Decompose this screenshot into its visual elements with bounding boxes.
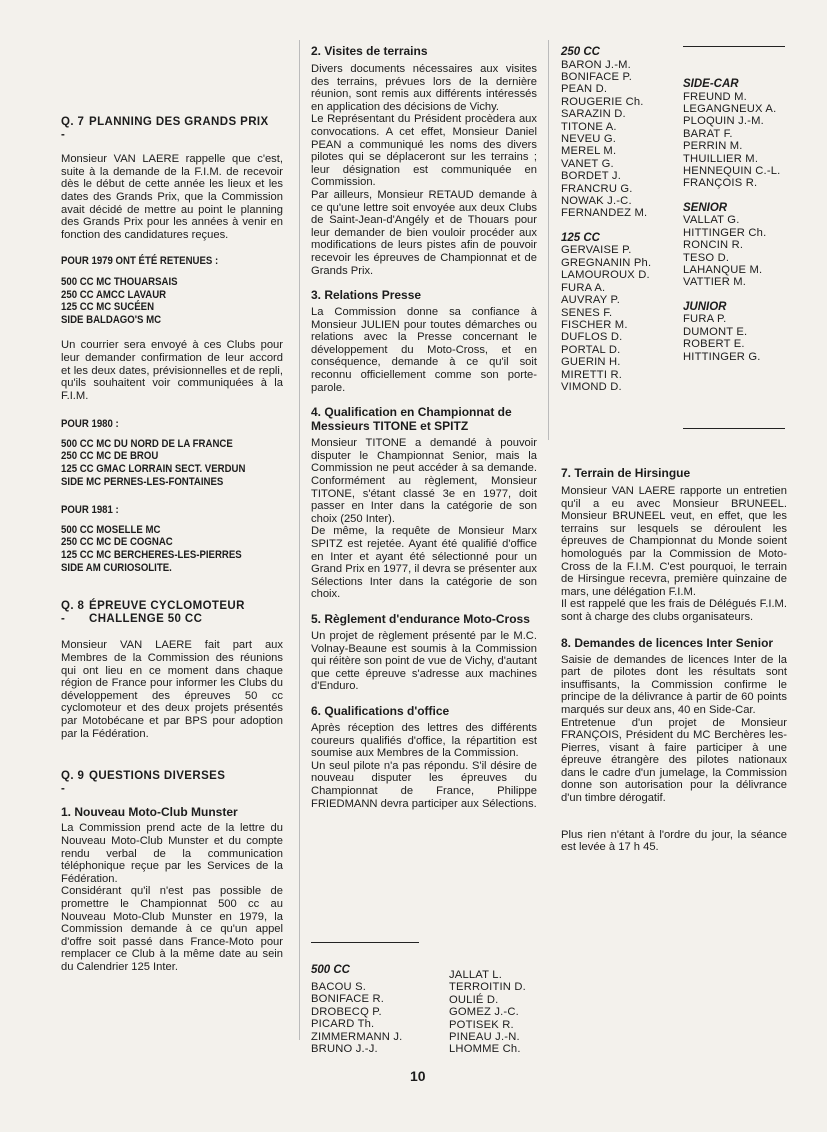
s2-para1: Divers documents nécessaires aux visites des terrains, prévues lors de la dernière réunion, sont remis aux différents intéressés en application des décisions de Vichy. <box>311 63 537 113</box>
cat-250cc: 250 CC <box>561 46 600 58</box>
rider-name: HENNEQUIN C.-L. <box>683 165 781 178</box>
rider-name: RONCIN R. <box>683 239 744 252</box>
cat-500cc: 500 CC <box>311 964 350 976</box>
y1981-item: 500 CC MOSELLE MC <box>61 523 161 536</box>
y1981-item: 125 CC MC BERCHERES-LES-PIERRES <box>61 549 242 562</box>
rider-name: FURA P. <box>683 313 727 326</box>
rider-name: PICARD Th. <box>311 1018 375 1031</box>
cat-junior: JUNIOR <box>683 300 727 313</box>
list-250cc-names <box>561 59 681 220</box>
left-column <box>61 116 283 973</box>
list-other-categories <box>683 78 803 363</box>
rider-name: MIRETTI R. <box>561 368 623 381</box>
q7-text: Monsieur VAN LAERE rappelle que c'est, suite à la demande de la F.I.M. de recevoir dès le début de cette année les lieux et les dates des Grands Prix, que la Commission avait décidé de mettre au point le planning des Grands Prix pour les années à venir en fonction des candidatures reçues. <box>61 153 283 241</box>
rider-name: TESO D. <box>683 251 730 264</box>
rider-name: PERRIN M. <box>683 140 743 153</box>
y1980-item: SIDE MC PERNES-LES-FONTAINES <box>61 475 224 488</box>
y1979-item: 500 CC MC THOUARSAIS <box>61 275 178 288</box>
closing-text: Plus rien n'étant à l'ordre du jour, la séance est levée à 17 h 45. <box>561 828 787 854</box>
rider-name: NOWAK J.-C. <box>561 195 632 208</box>
rider-name: SENES F. <box>561 306 613 319</box>
s7-para1: Monsieur VAN LAERE rapporte un entretien qu'il a eu avec Monsieur BRUNEEL. Monsieur BRUNEEL veut, en effet, que les terrains sur lesquels se déroulent les épreuves de Championnat du Monde soient homologués par la Commission de Moto-Cross de la F.I.M. C'est pourquoi, le terrain de Hirsingue recevra, première quinzaine de mars, une délégation F.I.M. <box>561 485 787 598</box>
y1980-list <box>61 438 283 488</box>
rider-name: GUERIN H. <box>561 356 621 369</box>
s7-para2: Il est rappelé que les frais de Délégués F.I.M. sont à charge des clubs organisateurs. <box>561 598 787 623</box>
rider-name: BARON J.-M. <box>561 58 631 71</box>
rider-name: ROUGERIE Ch. <box>561 95 644 108</box>
rider-name: FRANCRU G. <box>561 182 633 195</box>
rider-name: PLOQUIN J.-M. <box>683 115 764 128</box>
rider-name: GREGNANIN Ph. <box>561 256 652 269</box>
y1980-item: 500 CC MC DU NORD DE LA FRANCE <box>61 437 233 450</box>
rider-name: HITTINGER G. <box>683 350 761 363</box>
s3-para1: La Commission donne sa confiance à Monsieur JULIEN pour toutes démarches ou relations avec la Presse concernant le développement du Moto-Cross, et en conséquence, demande à ce qu'il soit reconnu officiellement comme son porte-parole. <box>311 306 537 394</box>
rider-name: GERVAISE P. <box>561 244 632 257</box>
s4-title-line2: Messieurs TITONE et SPITZ <box>311 419 469 434</box>
s6-para1: Après réception des lettres des différents coureurs qualifiés d'office, la répartition est soumise aux Membres de la Commission. <box>311 721 537 760</box>
q8-heading: Q. 8 - ÉPREUVE CYCLOMOTEUR CHALLENGE 50 CC <box>61 600 245 625</box>
q9-heading: Q. 9 - QUESTIONS DIVERSES <box>61 770 226 795</box>
rider-name: FREUND M. <box>683 90 747 103</box>
rider-name: FURA A. <box>561 281 606 294</box>
rider-name: THUILLIER M. <box>683 152 759 165</box>
q8-text: Monsieur VAN LAERE fait part aux Membres de la Commission des réunions qui ont lieu en ce moment dans chaque région de France pour informer les Clubs du développement des épreuves 50 cc cyclomoteur et des deux projets présentés par Motobécane et par BPS pour adoption par la Fédération. <box>61 639 283 740</box>
rider-name: FISCHER M. <box>561 318 628 331</box>
courrier-text: Un courrier sera envoyé à ces Clubs pour leur demander confirmation de leur accord et les deux dates, prévisionnelles et de repli, qu'ils souhaitent voir communiquées à la F.I.M. <box>61 339 283 402</box>
s1-para1: La Commission prend acte de la lettre du Nouveau Moto-Club Munster et du compte rendu verbal de la communication téléphonique reçue par les Services de la Fédération. <box>61 822 283 885</box>
s8-para1: Saisie de demandes de licences Inter de la part de pilotes dont les résultats sont insuffisants, la Commission confirme le principe de la délivrance à partir de 60 points marqués sur deux ans, 40 en Side-Car. <box>561 653 787 716</box>
cat-sidecar: SIDE-CAR <box>683 78 739 90</box>
rider-name: VIMOND D. <box>561 380 622 393</box>
y1979-heading: POUR 1979 ONT ÉTÉ RETENUES : <box>61 255 219 268</box>
rider-name: DUFLOS D. <box>561 331 623 344</box>
rider-name: LEGANGNEUX A. <box>683 103 777 115</box>
rider-name: HITTINGER Ch. <box>683 226 767 239</box>
rider-name: LHOMME Ch. <box>449 1043 521 1056</box>
list-senior-names <box>683 214 803 288</box>
rider-name: VALLAT G. <box>683 214 740 227</box>
rider-name: LAMOUROUX D. <box>561 269 650 282</box>
rider-name: LAHANQUE M. <box>683 264 763 277</box>
list-500cc-a <box>311 981 402 1055</box>
rider-name: SARAZIN D. <box>561 108 626 121</box>
rider-name: VATTIER M. <box>683 276 747 289</box>
page-number: 10 <box>410 1068 426 1084</box>
rider-name: ZIMMERMANN J. <box>311 1030 403 1043</box>
rider-name: VANET G. <box>561 157 614 170</box>
column-divider-left <box>299 40 300 1040</box>
cat-125cc: 125 CC <box>561 231 600 244</box>
y1979-item: 125 CC MC SUCÉEN <box>61 301 155 314</box>
list-sidecar-names <box>683 91 803 190</box>
list-250cc <box>561 46 681 393</box>
rule-after-lists <box>683 428 785 429</box>
rider-name: BRUNO J.-J. <box>311 1043 378 1056</box>
list-125cc-names <box>561 244 681 393</box>
rider-name: OULIÉ D. <box>449 993 499 1006</box>
s1-title: 1. Nouveau Moto-Club Munster <box>61 805 238 820</box>
rider-name: BORDET J. <box>561 170 622 183</box>
rider-name: TITONE A. <box>561 120 617 133</box>
s8-para2: Entretenue d'un projet de Monsieur FRANÇOIS, Président du MC Berchères les-Pierres, visant à faire participer à une épreuve étrangère des pilotes nationaux dans le cadre d'un jumelage, la Commission donne son autorisation pour la délivrance d'un timbre dérogatif. <box>561 716 787 805</box>
y1980-item: 125 CC GMAC LORRAIN SECT. VERDUN <box>61 463 246 476</box>
rider-name: NEVEU G. <box>561 133 617 146</box>
rule-500cc <box>311 942 419 943</box>
s2-title: 2. Visites de terrains <box>311 44 428 58</box>
s2-para3: Par ailleurs, Monsieur RETAUD demande à ce qu'une lettre soit envoyée aux deux Clubs de Saint-Jean-d'Angély et de Thouars pour leur demander de bien vouloir procéder aux modifications de leurs pistes afin de pouvoir recevoir les épreuves de Championnat et de Grands Prix. <box>311 188 537 277</box>
rider-name: DROBECQ P. <box>311 1005 382 1018</box>
rider-name: PEAN D. <box>561 83 608 96</box>
s5-para1: Un projet de règlement présenté par le M.C. Volnay-Beaune est soumis à la Commission qui réitère son point de vue de Vichy, d'autant que cette épreuve s'adresse aux machines d'Enduro. <box>311 629 537 693</box>
y1979-item: 250 CC AMCC LAVAUR <box>61 288 167 301</box>
rider-name: TERROITIN D. <box>449 981 526 994</box>
rider-name: BARAT F. <box>683 127 733 140</box>
s4-title-line1: 4. Qualification en Championnat de <box>311 405 512 420</box>
list-500cc <box>311 964 537 1056</box>
s4-para2: De même, la requête de Monsieur Marx SPITZ est rejetée. Ayant été qualifié d'office en Inter et ayant été sélectionné pour un Grand Prix en 1977, il devra se présenter aux Sélections Inter dans la catégorie de son choix. <box>311 525 537 601</box>
list-junior-names <box>683 313 803 363</box>
rider-name: ROBERT E. <box>683 338 745 351</box>
s5-title: 5. Règlement d'endurance Moto-Cross <box>311 611 530 626</box>
rider-name: BONIFACE R. <box>311 993 385 1006</box>
rider-name: POTISEK R. <box>449 1018 514 1031</box>
s6-title: 6. Qualifications d'office <box>311 703 450 718</box>
rider-name: AUVRAY P. <box>561 294 621 307</box>
cat-senior: SENIOR <box>683 201 728 214</box>
right-column-text <box>561 466 787 854</box>
q7-heading: Q. 7 - PLANNING DES GRANDS PRIX <box>61 116 269 141</box>
s1-para2: Considérant qu'il n'est pas possible de promettre le Championnat 500 cc au Nouveau Moto-Club Munster en 1979, la Commission demande à ce qu'un appel d'offre soit passé dans France-Moto pour remplacer ce Club à la même date au sein du Calendrier 125 Inter. <box>61 885 283 973</box>
column-divider-right <box>548 40 549 440</box>
s2-para2: Le Représentant du Président procèdera aux convocations. A cet effet, Monsieur Daniel PEAN a communiqué les noms des divers pilotes qui se déplaceront sur les terrains ; leur désignation est communiquée en Commission. <box>311 113 537 189</box>
rider-name: PORTAL D. <box>561 343 621 356</box>
y1981-list <box>61 524 283 574</box>
rider-name: FERNANDEZ M. <box>561 207 648 220</box>
y1979-list <box>61 276 283 326</box>
rider-name: FRANÇOIS R. <box>683 177 758 190</box>
y1979-item: SIDE BALDAGO'S MC <box>61 313 162 326</box>
s6-para2: Un seul pilote n'a pas répondu. S'il désire de nouveau disputer les épreuves du Championnat de France, Philippe FRIEDMANN devra participer aux Sélections. <box>311 759 537 810</box>
rider-name: PINEAU J.-N. <box>449 1031 520 1044</box>
rider-name: BONIFACE P. <box>561 71 633 83</box>
y1981-item: SIDE AM CURIOSOLITE. <box>61 561 172 574</box>
y1980-heading: POUR 1980 : <box>61 418 119 431</box>
rider-name: DUMONT E. <box>683 325 748 338</box>
list-500cc-b <box>449 969 526 1056</box>
y1981-heading: POUR 1981 : <box>61 504 119 517</box>
s4-para1: Monsieur TITONE a demandé à pouvoir disputer le Championnat Senior, mais la Commission ne peut accéder à sa demande. Conformément au règlement, Monsieur TITONE, s'étant classé 3e en 1977, doit passer en Inter dans la catégorie de son choix (250 Inter). <box>311 437 537 525</box>
y1981-item: 250 CC MC DE COGNAC <box>61 536 173 549</box>
middle-column <box>311 44 537 810</box>
rider-name: MEREL M. <box>561 145 617 158</box>
rider-name: JALLAT L. <box>449 969 503 981</box>
rider-name: GOMEZ J.-C. <box>449 1006 519 1019</box>
s8-title: 8. Demandes de licences Inter Senior <box>561 635 774 650</box>
s3-title: 3. Relations Presse <box>311 288 422 303</box>
s7-title: 7. Terrain de Hirsingue <box>561 466 691 480</box>
rule-top-right <box>683 46 785 47</box>
y1980-item: 250 CC MC DE BROU <box>61 450 159 463</box>
rider-name: BACOU S. <box>311 981 367 993</box>
